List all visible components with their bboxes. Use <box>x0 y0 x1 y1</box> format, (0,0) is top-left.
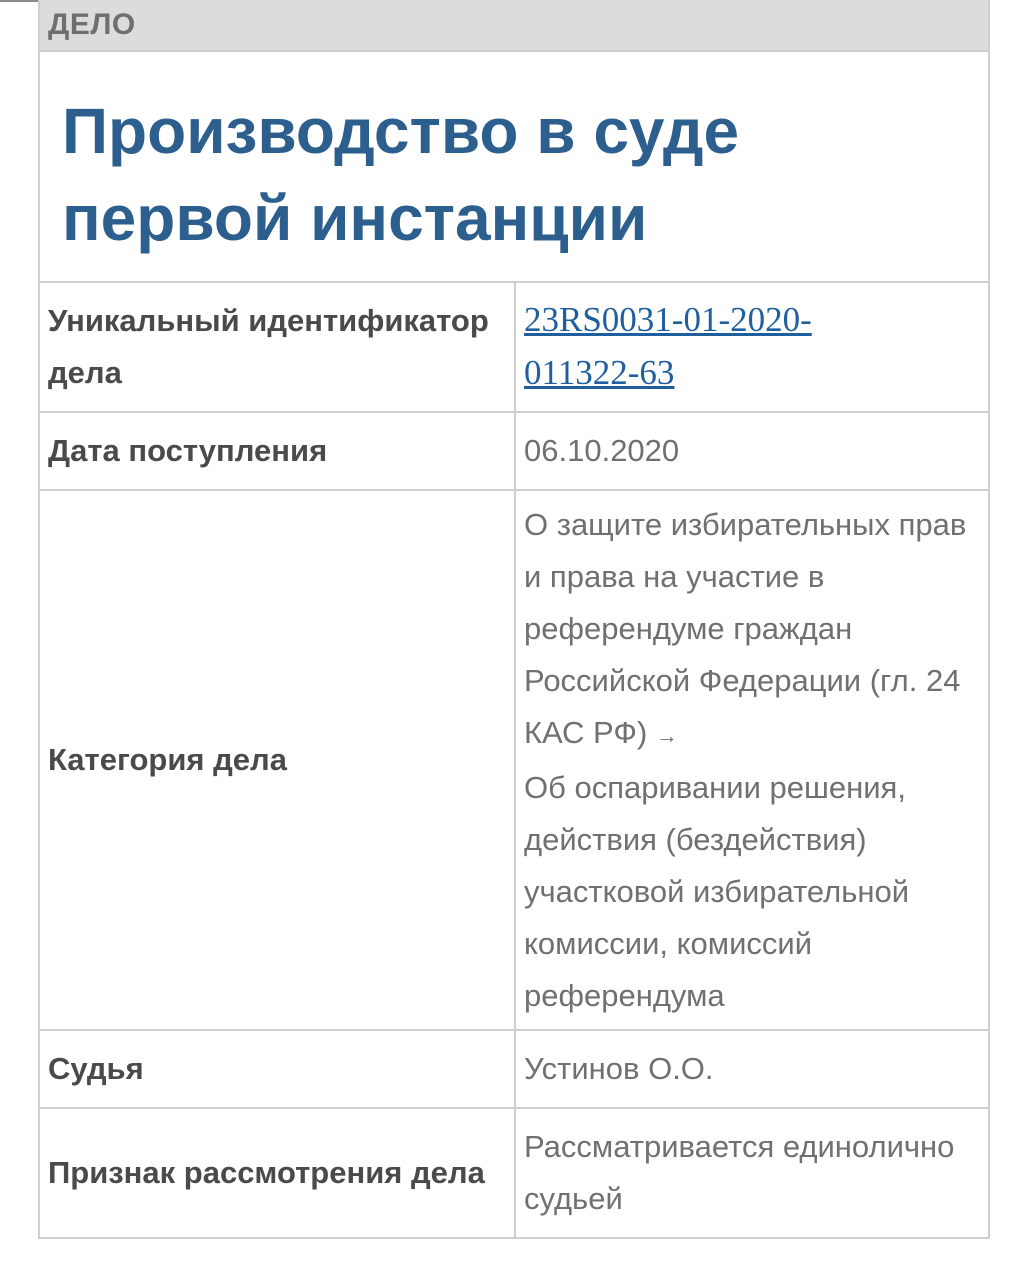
case-id-link-part2: 011322-63 <box>524 353 675 392</box>
section-label: ДЕЛО <box>48 8 136 41</box>
arrow-right-icon: → <box>655 722 678 748</box>
category-value <box>515 490 989 1030</box>
category-label: Категория дела <box>39 490 515 1030</box>
uid-label: Уникальный идентификатор дела <box>39 282 515 412</box>
table-row <box>39 1108 989 1238</box>
title-box <box>38 52 990 281</box>
table-row <box>39 282 989 412</box>
date-label: Дата поступления <box>39 412 515 490</box>
judge-value: Устинов О.О. <box>515 1030 989 1108</box>
date-value: 06.10.2020 <box>515 412 989 490</box>
judge-label: Судья <box>39 1030 515 1108</box>
case-info-table <box>38 281 990 1239</box>
uid-value <box>515 282 989 412</box>
table-row <box>39 1030 989 1108</box>
table-row <box>39 490 989 1030</box>
section-header <box>38 0 990 52</box>
case-id-link-part1: 23RS0031-01-2020- <box>524 300 812 339</box>
case-id-link[interactable] <box>524 300 812 392</box>
page-title-line2: первой инстанции <box>62 182 648 254</box>
table-row <box>39 412 989 490</box>
category-value-part2: Об оспаривании решения, действия (бездействия) участковой избирательной комиссии, комиссий референдума <box>524 769 910 1013</box>
case-card <box>38 0 990 1239</box>
page-title <box>62 88 988 262</box>
review-value: Рассматривается единолично судьей <box>515 1108 989 1238</box>
category-value-part1: О защите избирательных прав и права на участие в референдуме граждан Российской Федерации (гл. 24 КАС РФ) <box>524 506 967 750</box>
review-label: Признак рассмотрения дела <box>39 1108 515 1238</box>
page-title-line1: Производство в суде <box>62 95 740 167</box>
